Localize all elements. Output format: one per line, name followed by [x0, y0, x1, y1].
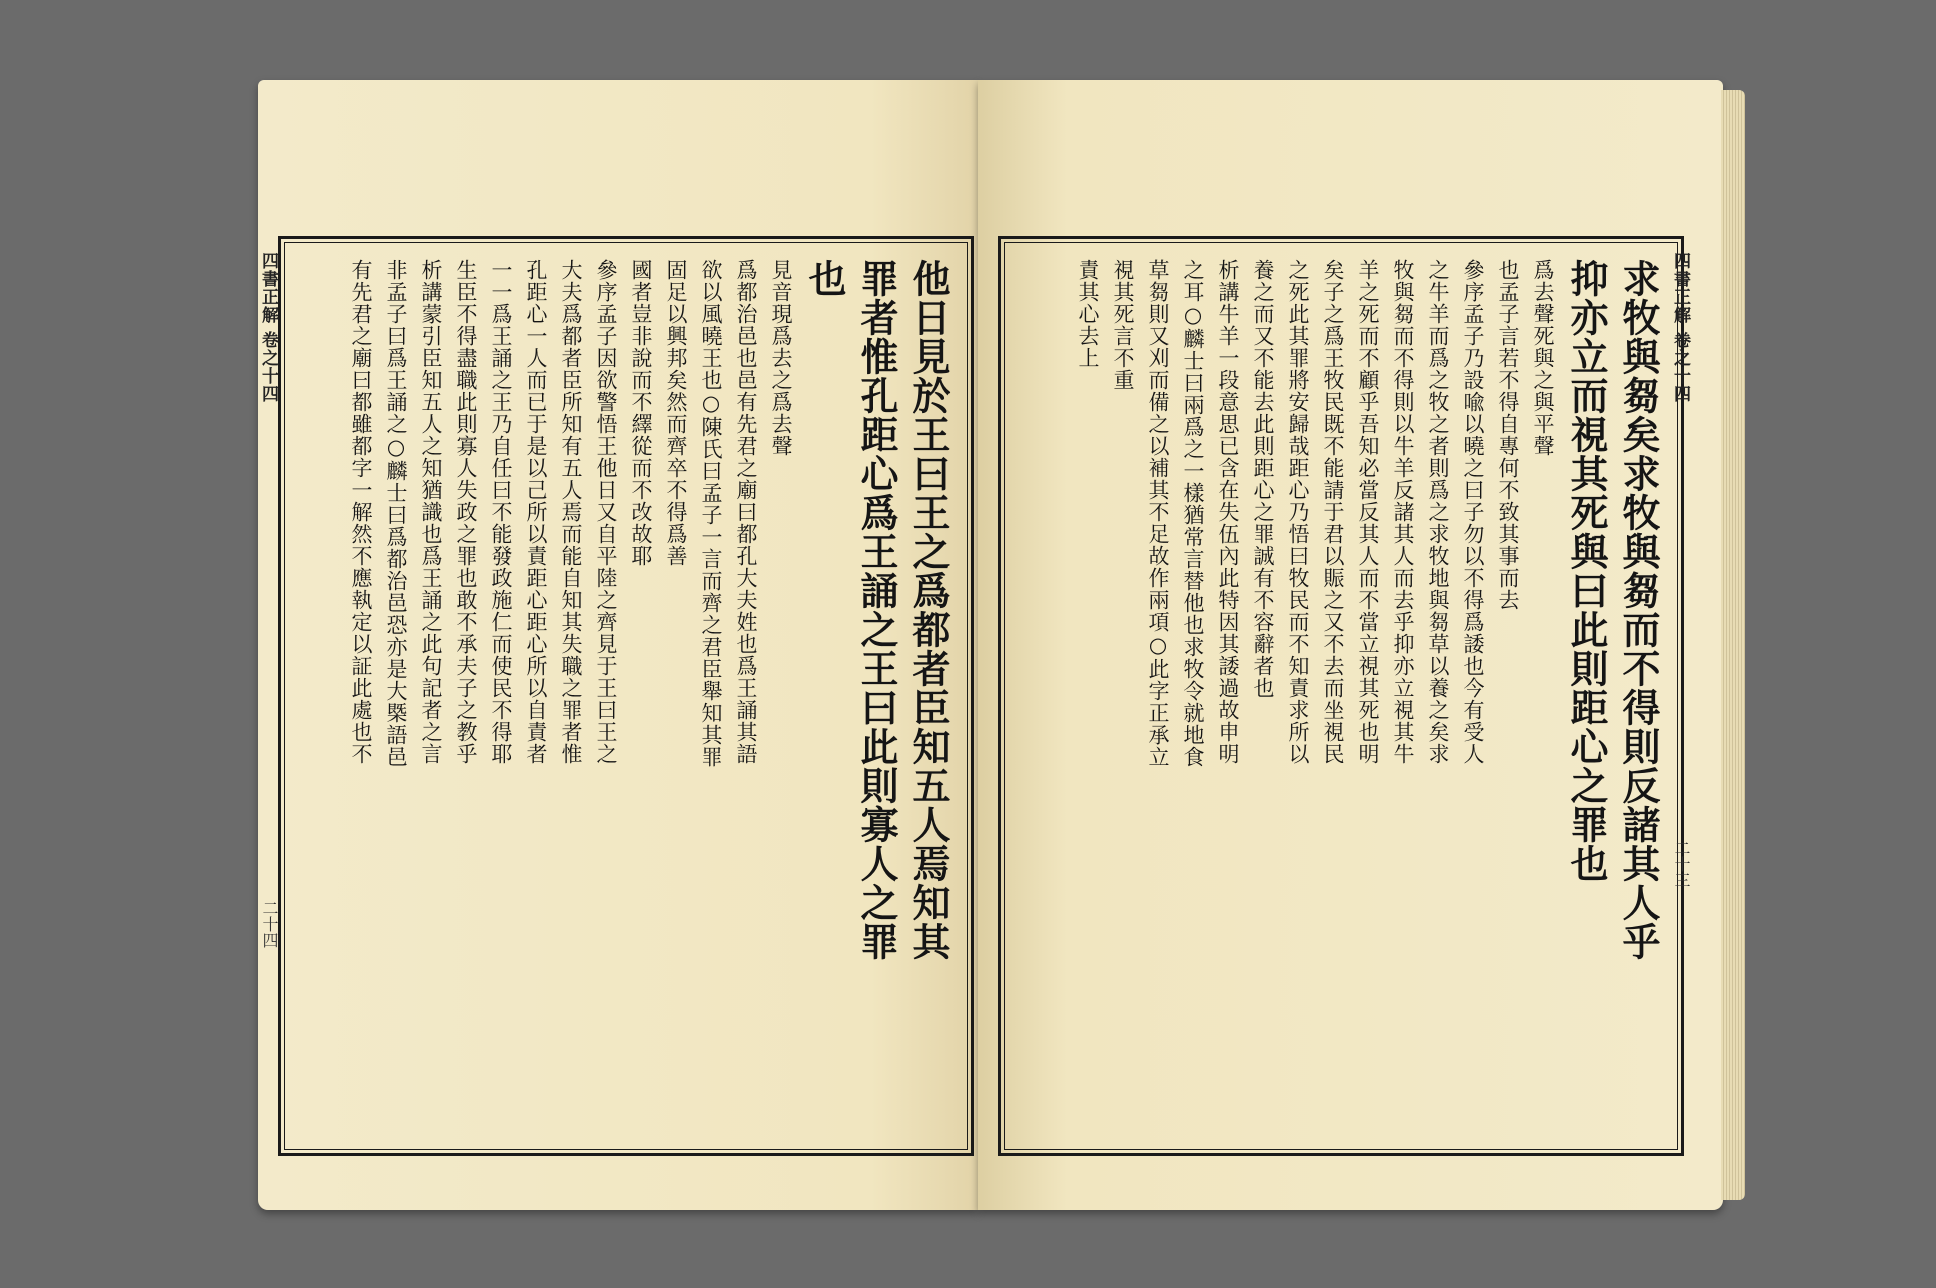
commentary-column: 一一爲王誦之王乃自任曰不能發政施仁而使民不得耶: [489, 259, 513, 765]
main-text-column: 求牧與芻矣求牧與芻而不得則反諸其人乎: [1616, 259, 1661, 961]
right-margin-title: 四書正解 卷之十四: [1670, 252, 1690, 403]
left-margin-title: 四書正解 卷之十四: [258, 252, 278, 403]
commentary-column: 養之而又不能去此則距心之罪誠有不容辭者也: [1251, 259, 1275, 699]
commentary-column: 孔距心一人而已于是以己所以責距心距心所以自責者: [524, 259, 548, 765]
commentary-column: 大夫爲都者臣所知有五人焉而能自知其失職之罪者惟: [559, 259, 583, 765]
left-page: [258, 80, 978, 1210]
commentary-column: 爲都治邑也邑有先君之廟曰都孔大夫姓也爲王誦其語: [734, 259, 758, 765]
main-text-column: 也: [802, 259, 847, 298]
right-page: [978, 80, 1723, 1210]
commentary-column: 固足以興邦矣然而齊卒不得爲善: [664, 259, 688, 567]
commentary-column: 視其死言不重: [1111, 259, 1135, 391]
commentary-column: 見音現爲去之爲去聲: [769, 259, 793, 457]
commentary-column: 之耳○麟士曰兩爲之一樣猶常言替他也求牧令就地食: [1181, 259, 1205, 768]
commentary-column: 矣子之爲王牧民既不能請于君以賑之又不去而坐視民: [1321, 259, 1345, 765]
main-text-column: 抑亦立而視其死與曰此則距心之罪也: [1564, 259, 1609, 883]
right-page-number: 二十三: [1672, 840, 1691, 888]
commentary-column: 爲去聲死與之與平聲: [1531, 259, 1555, 457]
commentary-column: 牧與芻而不得則以牛羊反諸其人而去乎抑亦立視其牛: [1391, 259, 1415, 765]
commentary-column: 草芻則又刈而備之以補其不足故作兩項○此字正承立: [1146, 259, 1170, 768]
left-page-number: 二十四: [260, 900, 279, 948]
commentary-column: 非孟子曰爲王誦之○麟士曰爲都治邑恐亦是大槩語邑: [384, 259, 408, 768]
main-text-column: 罪者惟孔距心爲王誦之王曰此則寡人之罪: [854, 259, 899, 961]
right-text-frame: [998, 236, 1684, 1156]
commentary-column: 參序孟子乃設喩以曉之曰子勿以不得爲諉也今有受人: [1461, 259, 1485, 765]
left-text-frame: [278, 236, 974, 1156]
main-text-column: 他日見於王曰王之爲都者臣知五人焉知其: [906, 259, 951, 961]
commentary-column: 責其心去上: [1076, 259, 1100, 369]
commentary-column: 國者豈非說而不繹從而不改故耶: [629, 259, 653, 567]
commentary-column: 之死此其罪將安歸哉距心乃悟曰牧民而不知責求所以: [1286, 259, 1310, 765]
commentary-column: 參序孟子因欲警悟王他日又自平陸之齊見于王曰王之: [594, 259, 618, 765]
commentary-column: 析講蒙引臣知五人之知猶識也爲王誦之此句記者之言: [419, 259, 443, 765]
commentary-column: 羊之死而不顧乎吾知必當反其人而不當立視其死也明: [1356, 259, 1380, 765]
commentary-column: 欲以風曉王也○陳氏曰孟子一言而齊之君臣舉知其罪: [699, 259, 723, 768]
commentary-column: 有先君之廟曰都雖都字一解然不應執定以証此處也不: [349, 259, 373, 765]
commentary-column: 之牛羊而爲之牧之者則爲之求牧地與芻草以養之矣求: [1426, 259, 1450, 765]
commentary-column: 生臣不得盡職此則寡人失政之罪也敢不承夫子之教乎: [454, 259, 478, 765]
commentary-column: 析講牛羊一段意思已含在失伍內此特因其諉過故申明: [1216, 259, 1240, 765]
book-spread: [258, 80, 1743, 1210]
page-edges: [1721, 90, 1745, 1200]
commentary-column: 也孟子言若不得自專何不致其事而去: [1496, 259, 1520, 611]
